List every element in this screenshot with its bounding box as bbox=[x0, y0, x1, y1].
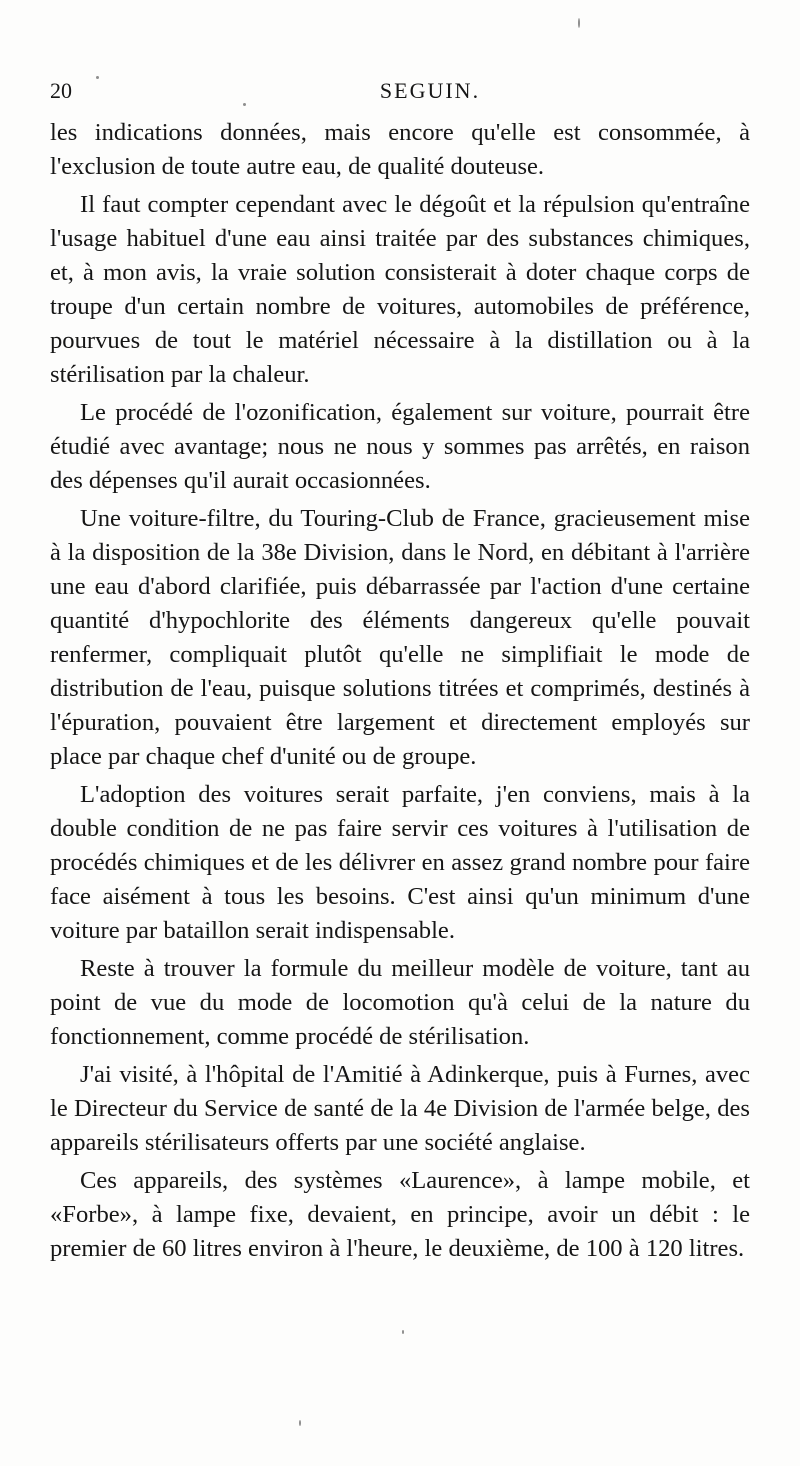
page-header bbox=[50, 76, 750, 106]
paragraph: Une voiture-filtre, du Touring-Club de France, gracieusement mise à la disposition de la 38e Division, dans le Nord, en débitant à l'arrière une eau d'abord clarifiée, puis débarrassée par l'action d'une certaine quantité d'hypochlorite des éléments dangereux qu'elle pouvait renfermer, compliquait plutôt qu'elle ne simplifiait le mode de distribution de l'eau, puisque solutions titrées et comprimés, destinés à l'épuration, pouvaient être largement et directement employés sur place par chaque chef d'unité ou de groupe. bbox=[50, 505, 750, 770]
scan-speck bbox=[243, 103, 246, 106]
scan-speck bbox=[299, 1420, 301, 1426]
paragraph: Ces appareils, des systèmes «Laurence», à lampe mobile, et «Forbe», à lampe fixe, devaient, en principe, avoir un débit : le premier de 60 litres environ à l'heure, le deuxième, de 100 à 120 litres. bbox=[50, 1167, 750, 1262]
running-head: SEGUIN. bbox=[379, 78, 481, 103]
paragraph: Reste à trouver la formule du meilleur modèle de voiture, tant au point de vue du mode de locomotion qu'à celui de la nature du fonctionnement, comme procédé de stérilisation. bbox=[50, 955, 750, 1050]
scan-speck bbox=[578, 18, 580, 28]
paragraph-continued: les indications données, mais encore qu'elle est consommée, à l'exclusion de toute autre eau, de qualité douteuse. bbox=[50, 119, 750, 180]
body-text bbox=[50, 116, 750, 1270]
scan-speck bbox=[96, 76, 99, 79]
paragraph: Le procédé de l'ozonification, également sur voiture, pourrait être étudié avec avantage; nous ne nous y sommes pas arrêtés, en raison des dépenses qu'il aurait occasionnées. bbox=[50, 399, 750, 494]
scan-speck bbox=[402, 1330, 404, 1334]
paragraph: J'ai visité, à l'hôpital de l'Amitié à Adinkerque, puis à Furnes, avec le Directeur du Service de santé de la 4e Division de l'armée belge, des appareils stérilisateurs offerts par une société anglaise. bbox=[50, 1061, 750, 1156]
paragraph: L'adoption des voitures serait parfaite, j'en conviens, mais à la double condition de ne pas faire servir ces voitures à l'utilisation de procédés chimiques et de les délivrer en assez grand nombre pour faire face aisément à tous les besoins. C'est ainsi qu'un minimum d'une voiture par bataillon serait indispensable. bbox=[50, 781, 750, 944]
page-number: 20 bbox=[50, 78, 72, 103]
paragraph: Il faut compter cependant avec le dégoût et la répulsion qu'entraîne l'usage habituel d'une eau ainsi traitée par des substances chimiques, et, à mon avis, la vraie solution consisterait à doter chaque corps de troupe d'un certain nombre de voitures, automobiles de préférence, pourvues de tout le matériel nécessaire à la distillation ou à la stérilisation par la chaleur. bbox=[50, 191, 750, 388]
